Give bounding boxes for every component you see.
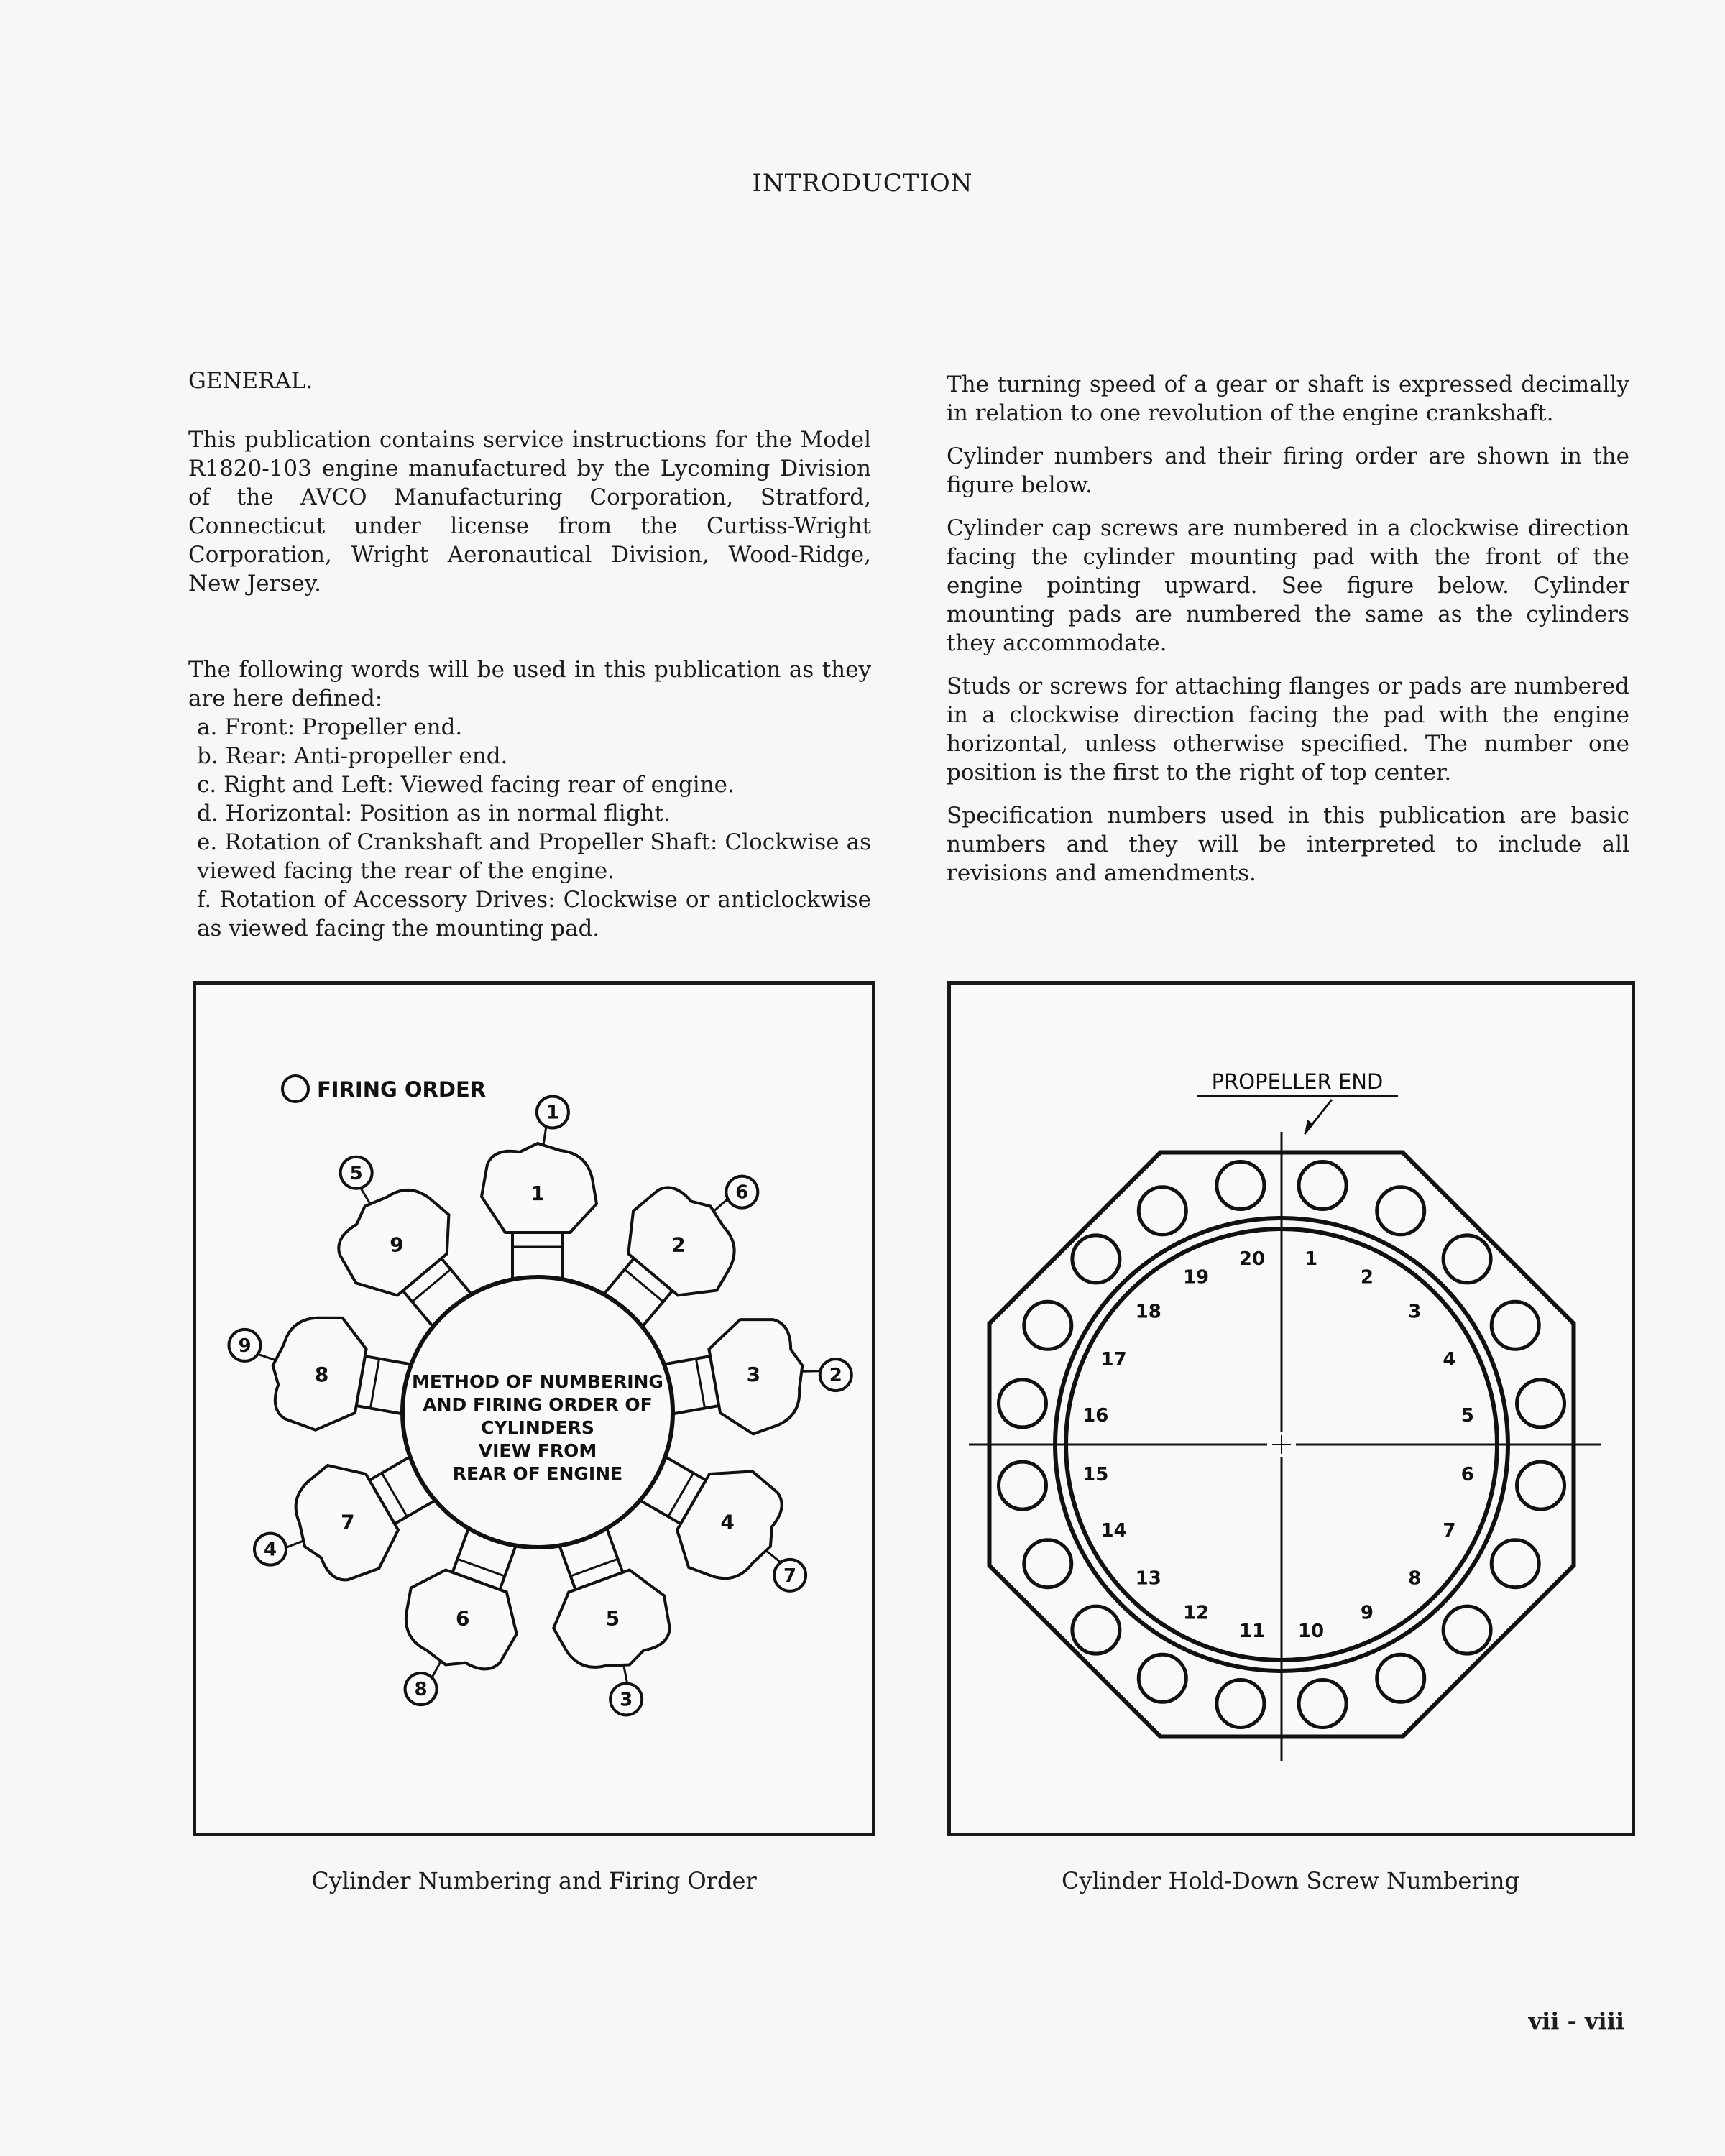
definition-item: d. Horizontal: Position as in normal flight. — [197, 801, 671, 826]
firing-order-label: 7 — [783, 1565, 797, 1587]
cylinder-number-label: 4 — [720, 1510, 735, 1534]
firing-leader-line — [543, 1126, 546, 1145]
firing-order-label: 9 — [238, 1335, 252, 1357]
screw-hole — [998, 1462, 1046, 1509]
screw-hole — [1443, 1235, 1491, 1283]
screw-number-label: 4 — [1443, 1349, 1456, 1371]
screw-numbering-diagram — [951, 985, 1632, 1833]
screw-hole — [1517, 1462, 1565, 1509]
cylinder-numbers-paragraph: Cylinder numbers and their firing order are shown in the figure below. — [947, 443, 1629, 498]
cylinder-number-label: 9 — [390, 1233, 404, 1257]
screw-number-label: 20 — [1238, 1248, 1266, 1271]
screw-number-label: 12 — [1182, 1602, 1210, 1624]
screw-number-label: 6 — [1460, 1463, 1474, 1485]
screw-hole — [1138, 1187, 1186, 1235]
screw-number-label: 19 — [1182, 1266, 1210, 1289]
center-label-line: VIEW FROM — [478, 1440, 597, 1461]
screw-hole — [1299, 1680, 1346, 1728]
definition-item: c. Right and Left: Viewed facing rear of engine. — [197, 772, 735, 798]
firing-leader-line — [285, 1539, 303, 1550]
firing-leader-line — [358, 1187, 372, 1203]
cylinder-8 — [247, 1304, 420, 1445]
screw-hole — [1491, 1540, 1539, 1588]
screw-hole — [1443, 1606, 1491, 1654]
firing-leader-line — [257, 1354, 275, 1360]
arrow-head-icon — [1305, 1120, 1314, 1134]
cap-screws-paragraph: Cylinder cap screws are numbered in a clockwise direction facing the cylinder mounting pad with the front of the engine pointing upward. See figure below. Cylinder mounting pads are numbered the same as the cylinders they accommodate. — [947, 515, 1629, 656]
screw-number-label: 2 — [1360, 1266, 1374, 1289]
screw-hole — [1072, 1606, 1120, 1654]
cylinder-number-label: 7 — [341, 1510, 355, 1534]
cylinder-number-label: 5 — [605, 1606, 620, 1631]
firing-leader-line — [765, 1551, 783, 1562]
screw-hole — [1377, 1654, 1425, 1702]
studs-paragraph: Studs or screws for attaching flanges or pads are numbered in a clockwise direction facing the pad with the engine horizontal, unless otherwise specified. The number one position is the first to the right of top center. — [947, 673, 1629, 786]
screw-number-label: 15 — [1082, 1463, 1109, 1485]
cylinder-number-label: 8 — [314, 1363, 329, 1387]
firing-leader-line — [621, 1665, 630, 1684]
screw-number-label: 10 — [1297, 1620, 1325, 1642]
screw-number-label: 16 — [1082, 1405, 1109, 1427]
firing-order-label: 5 — [349, 1162, 363, 1184]
firing-order-label: 2 — [829, 1365, 842, 1387]
screw-number-label: 13 — [1135, 1567, 1162, 1590]
section-heading-general: GENERAL. — [188, 368, 313, 394]
definition-item: a. Front: Propeller end. — [197, 714, 463, 740]
firing-order-label: 8 — [414, 1679, 428, 1701]
firing-leader-line — [714, 1197, 728, 1212]
screw-hole — [1138, 1654, 1186, 1702]
center-label-line: METHOD OF NUMBERING — [412, 1371, 663, 1392]
screw-number-label: 11 — [1238, 1620, 1266, 1642]
screw-hole — [1377, 1187, 1425, 1235]
turning-speed-paragraph: The turning speed of a gear or shaft is expressed decimally in relation to one revolution of the engine crankshaft. — [947, 372, 1629, 426]
cylinder-number-label: 2 — [671, 1233, 686, 1257]
center-label-line: AND FIRING ORDER OF — [423, 1394, 653, 1415]
center-label-line: REAR OF ENGINE — [452, 1463, 623, 1484]
screw-number-label: 8 — [1408, 1567, 1422, 1590]
screw-number-label: 17 — [1100, 1349, 1127, 1371]
screw-number-label: 18 — [1135, 1301, 1162, 1323]
cylinder-number-label: 6 — [455, 1606, 470, 1631]
firing-leader-line — [432, 1660, 441, 1679]
definition-item: e. Rotation of Crankshaft and Propeller Shaft: Clockwise as viewed facing the rear of the engine. — [197, 829, 871, 884]
screw-hole — [1491, 1302, 1539, 1349]
firing-order-label: 4 — [263, 1539, 277, 1561]
screw-number-label: 3 — [1408, 1301, 1422, 1323]
screw-hole — [1024, 1540, 1072, 1588]
screw-hole — [998, 1380, 1046, 1427]
firing-order-label: 1 — [546, 1102, 559, 1124]
firing-order-label: 6 — [735, 1181, 749, 1204]
screw-hole — [1072, 1235, 1120, 1283]
firing-order-label: 3 — [620, 1689, 633, 1711]
firing-order-diagram — [196, 985, 872, 1833]
legend-circle-icon — [282, 1076, 308, 1102]
screw-number-label: 7 — [1443, 1519, 1456, 1542]
figure-caption-left: Cylinder Numbering and Firing Order — [311, 1867, 757, 1894]
left-column — [188, 367, 871, 943]
firing-leader-line — [802, 1368, 821, 1374]
center-label-line: CYLINDERS — [481, 1417, 594, 1438]
specification-paragraph: Specification numbers used in this publication are basic numbers and they will be interpreted to include all revisions and amendments. — [947, 803, 1629, 886]
screw-numbering-figure — [947, 981, 1635, 1836]
right-column — [947, 370, 1629, 888]
screw-hole — [1299, 1161, 1346, 1209]
definition-item: b. Rear: Anti-propeller end. — [197, 743, 508, 769]
screw-hole — [1217, 1161, 1264, 1209]
screw-number-label: 14 — [1100, 1519, 1127, 1542]
screw-number-label: 5 — [1460, 1405, 1474, 1427]
propeller-end-label: PROPELLER END — [1211, 1069, 1384, 1094]
legend-label: FIRING ORDER — [317, 1077, 487, 1102]
screw-number-label: 9 — [1360, 1602, 1374, 1624]
definition-item: f. Rotation of Accessory Drives: Clockwise or anticlockwise as viewed facing the mounting pad. — [197, 887, 871, 941]
firing-order-figure — [193, 981, 875, 1836]
figure-caption-right: Cylinder Hold-Down Screw Numbering — [1062, 1867, 1519, 1894]
page-title: INTRODUCTION — [752, 169, 973, 198]
cylinder-3 — [656, 1307, 829, 1447]
screw-hole — [1217, 1680, 1264, 1728]
definitions-list — [188, 713, 871, 943]
screw-hole — [1024, 1302, 1072, 1349]
page-number: vii - viii — [1528, 2007, 1624, 2035]
screw-hole — [1517, 1380, 1565, 1427]
general-paragraph: This publication contains service instructions for the Model R1820-103 engine manufactured by the Lycoming Division of the AVCO Manufacturing Corporation, Stratford, Connecticut under license from the Curtiss-Wright Corporation, Wright Aeronautical Division, Wood-Ridge, New Jersey. — [188, 427, 871, 596]
screw-number-label: 1 — [1304, 1248, 1318, 1271]
definitions-intro: The following words will be used in this publication as they are here defined: — [188, 657, 871, 711]
cylinder-number-label: 3 — [746, 1363, 761, 1387]
cylinder-number-label: 1 — [530, 1181, 545, 1205]
